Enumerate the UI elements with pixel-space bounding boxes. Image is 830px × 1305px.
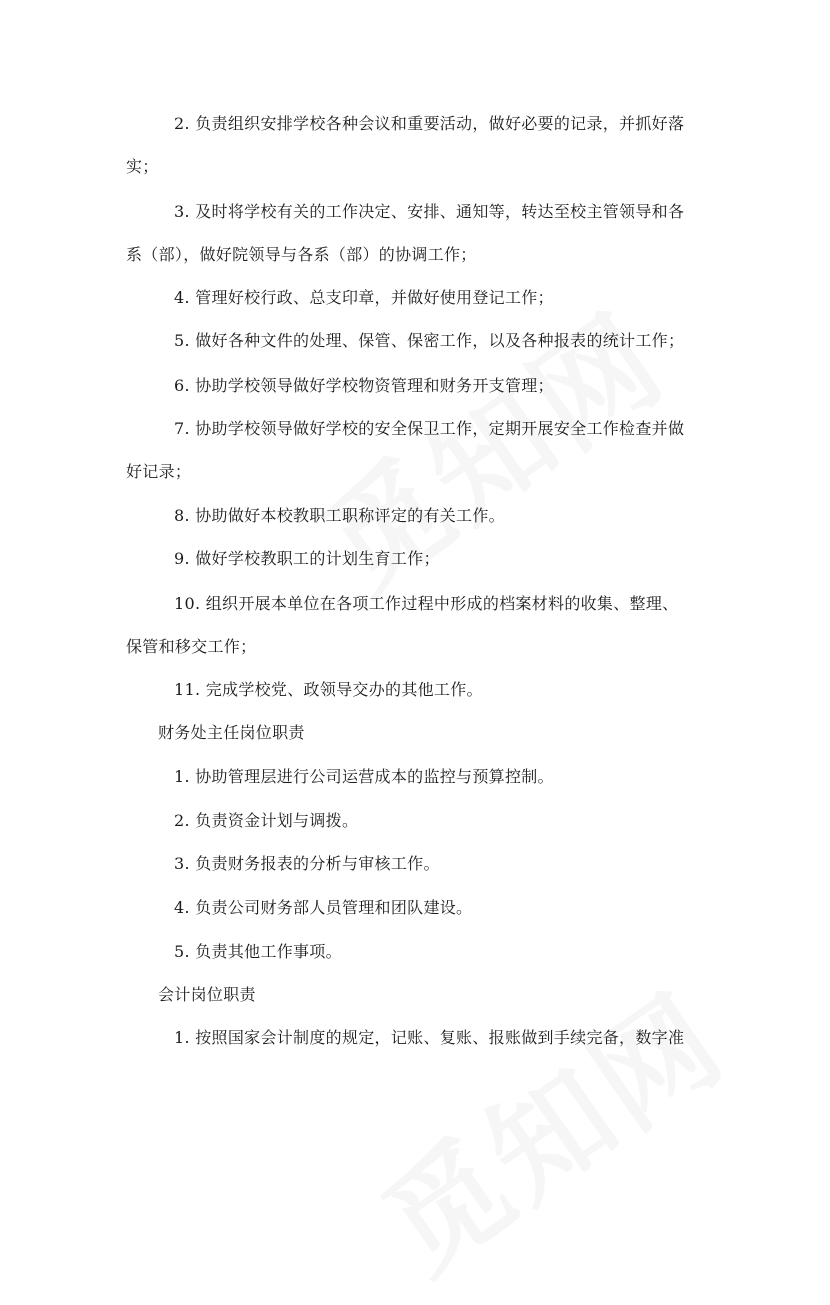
list-item-continuation: 保管和移交工作； — [126, 637, 257, 656]
section-heading: 财务处主任岗位职责 — [158, 723, 305, 742]
list-item: 6. 协助学校领导做好学校物资管理和财务开支管理； — [174, 376, 554, 395]
list-item-continuation: 好记录； — [126, 462, 192, 481]
list-item: 7. 协助学校领导做好学校的安全保卫工作，定期开展安全工作检查并做 — [174, 419, 685, 438]
list-item-continuation: 系（部），做好院领导与各系（部）的协调工作； — [126, 245, 477, 264]
list-item: 10. 组织开展本单位在各项工作过程中形成的档案材料的收集、整理、 — [174, 594, 679, 613]
list-item: 1. 按照国家会计制度的规定，记账、复账、报账做到手续完备，数字准 — [174, 1028, 685, 1047]
list-item: 2. 负责组织安排学校各种会议和重要活动，做好必要的记录，并抓好落 — [174, 114, 685, 133]
list-item: 4. 管理好校行政、总支印章，并做好使用登记工作； — [174, 288, 554, 307]
list-item: 9. 做好学校教职工的计划生育工作； — [174, 549, 440, 568]
list-item: 3. 负责财务报表的分析与审核工作。 — [174, 854, 440, 873]
list-item: 3. 及时将学校有关的工作决定、安排、通知等，转达至校主管领导和各 — [174, 202, 685, 221]
list-item-continuation: 实； — [126, 157, 159, 176]
list-item: 11. 完成学校党、政领导交办的其他工作。 — [174, 680, 483, 699]
section-heading: 会计岗位职责 — [158, 985, 256, 1004]
list-item: 4. 负责公司财务部人员管理和团队建设。 — [174, 898, 473, 917]
list-item: 5. 负责其他工作事项。 — [174, 942, 342, 961]
list-item: 8. 协助做好本校教职工职称评定的有关工作。 — [174, 506, 505, 525]
list-item: 2. 负责资金计划与调拨。 — [174, 811, 359, 830]
list-item: 5. 做好各种文件的处理、保管、保密工作，以及各种报表的统计工作； — [174, 331, 685, 350]
watermark — [285, 267, 693, 625]
list-item: 1. 协助管理层进行公司运营成本的监控与预算控制。 — [174, 767, 554, 786]
watermark — [345, 947, 753, 1305]
